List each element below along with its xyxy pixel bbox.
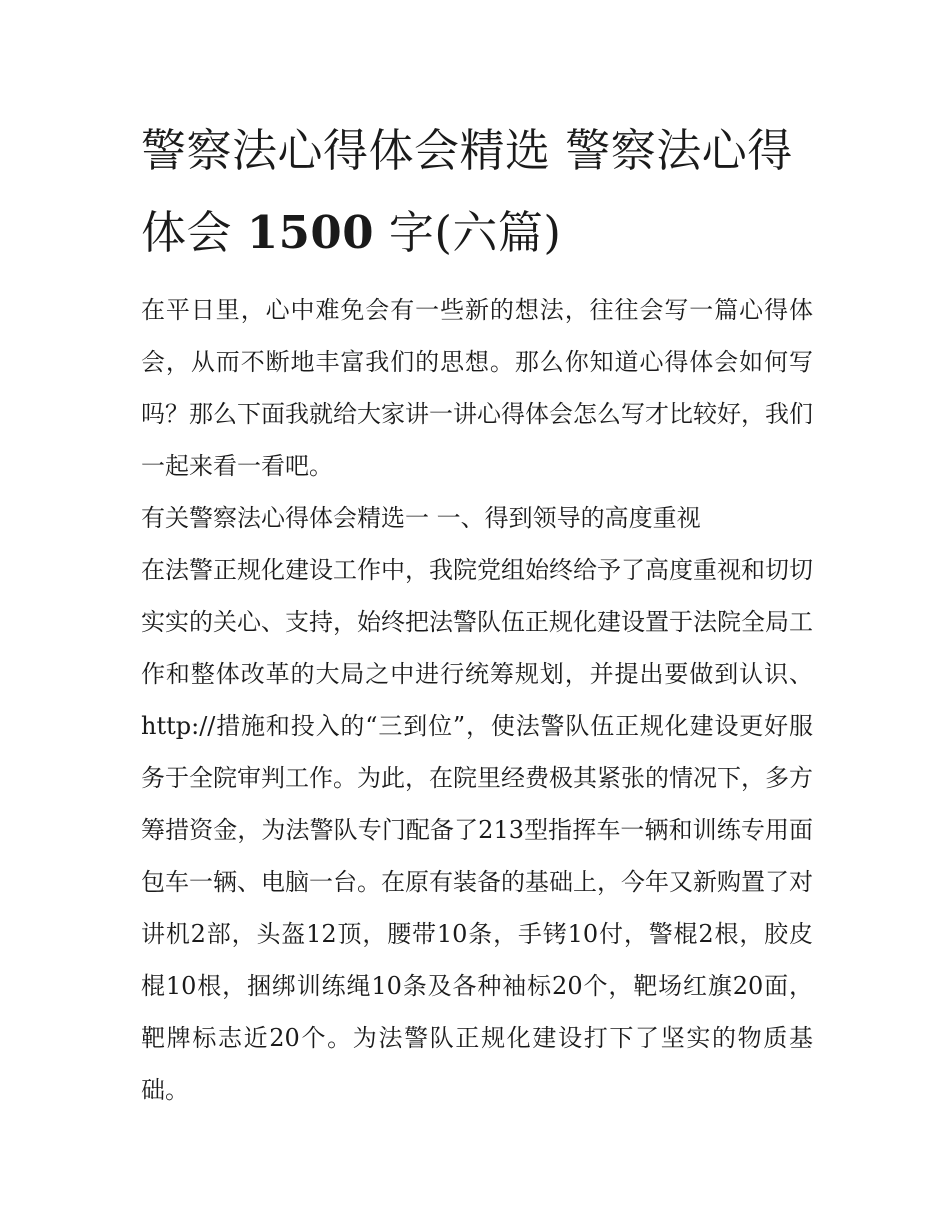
document-page [141, 110, 813, 1116]
intro-paragraph: 在平日里，心中难免会有一些新的想法，往往会写一篇心得体会，从而不断地丰富我们的思想。那么你知道心得体会如何写吗？那么下面我就给大家讲一讲心得体会怎么写才比较好，我们一起来看一看吧。 [141, 296, 813, 480]
document-title [141, 110, 813, 274]
title-number: 1500 [246, 206, 375, 259]
body-paragraph: 在法警正规化建设工作中，我院党组始终给予了高度重视和切切实实的关心、支持，始终把法警队伍正规化建设置于法院全局工作和整体改革的大局之中进行统筹规划，并提出要做到认识、http://措施和投入的“三到位”，使法警队伍正规化建设更好服务于全院审判工作。为此，在院里经费极其紧张的情况下，多方筹措资金，为法警队专门配备了213型指挥车一辆和训练专用面包车一辆、电脑一台。在原有装备的基础上，今年又新购置了对讲机2部，头盔12顶，腰带10条，手铐10付，警棍2根，胶皮棍10根，捆绑训练绳10条及各种袖标20个，靶场红旗20面，靶牌标志近20个。为法警队正规化建设打下了坚实的物质基础。 [141, 556, 813, 1104]
section-heading: 有关警察法心得体会精选一 一、得到领导的高度重视 [141, 504, 701, 532]
title-text-part2: 字(六篇) [374, 206, 562, 259]
title-text-part1: 警察法心得体会精选 警察法心得体会 [141, 124, 793, 259]
